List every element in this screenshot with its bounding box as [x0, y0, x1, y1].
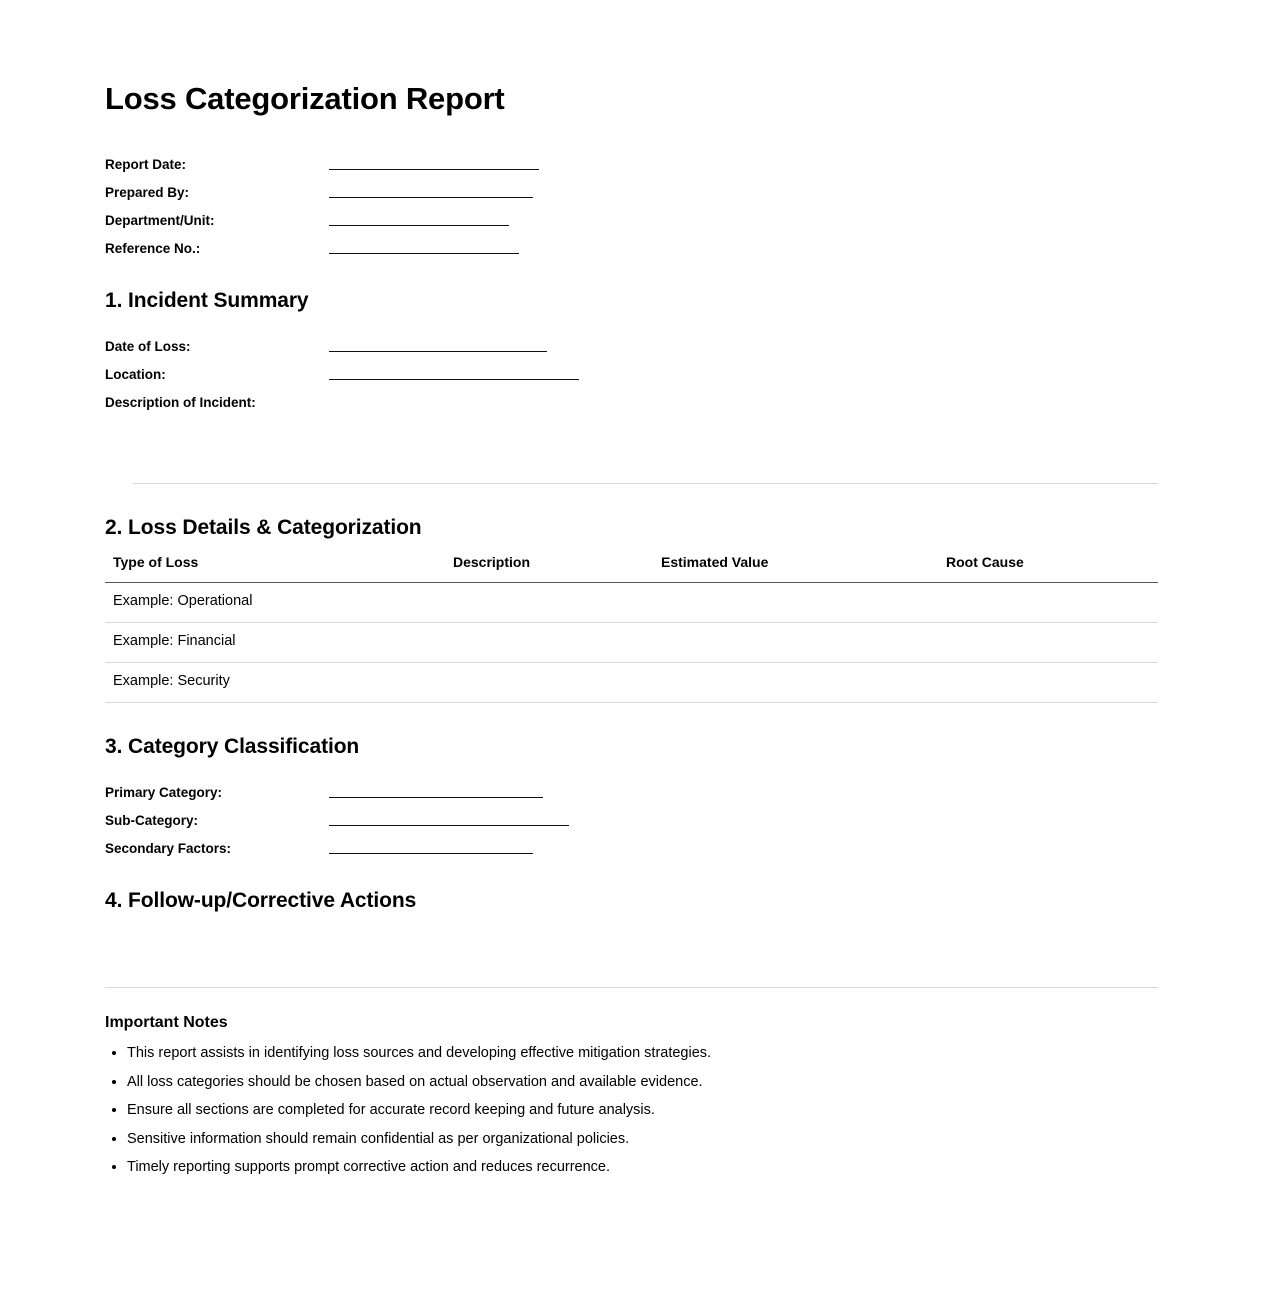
cell-root-cause[interactable] [946, 663, 1158, 703]
column-header-estimated-value: Estimated Value [661, 554, 946, 583]
cell-description[interactable] [453, 583, 661, 623]
field-prepared-by [105, 173, 1158, 201]
loss-details-table [105, 554, 1158, 703]
field-label: Description of Incident: [105, 394, 256, 410]
field-label: Sub-Category: [105, 812, 199, 828]
secondary-factors-input[interactable] [329, 852, 533, 854]
cell-estimated-value[interactable] [661, 623, 946, 663]
follow-up-actions-textarea[interactable] [105, 927, 1158, 987]
cell-estimated-value[interactable] [661, 583, 946, 623]
cell-root-cause[interactable] [946, 623, 1158, 663]
location-input[interactable] [329, 378, 579, 380]
cell-type-of-loss[interactable]: Example: Operational [105, 583, 453, 623]
department-unit-input[interactable] [329, 224, 509, 226]
table-header-row [105, 554, 1158, 583]
field-label: Location: [105, 366, 166, 382]
cell-estimated-value[interactable] [661, 663, 946, 703]
divider-after-section1 [133, 483, 1158, 484]
column-header-description: Description [453, 554, 661, 583]
field-sub-category [105, 801, 1158, 829]
field-primary-category [105, 773, 1158, 801]
category-classification-fields [105, 773, 1158, 857]
section-heading-loss-details: 2. Loss Details & Categorization [105, 516, 422, 540]
field-label: Report Date: [105, 156, 187, 172]
column-header-type-of-loss: Type of Loss [105, 554, 453, 583]
description-of-incident-textarea[interactable] [105, 411, 1158, 483]
field-secondary-factors [105, 829, 1158, 857]
field-reference-no [105, 229, 1158, 257]
section-heading-follow-up-actions: 4. Follow-up/Corrective Actions [105, 889, 417, 913]
table-row[interactable] [105, 583, 1158, 623]
prepared-by-input[interactable] [329, 196, 533, 198]
report-meta-block [105, 145, 1158, 257]
field-description-of-incident [105, 383, 1158, 411]
cell-description[interactable] [453, 663, 661, 703]
reference-no-input[interactable] [329, 252, 519, 254]
section-heading-category-classification: 3. Category Classification [105, 735, 360, 759]
list-item: • Ensure all sections are completed for accurate record keeping and future analysis. [127, 1103, 1158, 1118]
sub-category-input[interactable] [329, 824, 569, 826]
field-label: Secondary Factors: [105, 840, 232, 856]
cell-type-of-loss[interactable]: Example: Security [105, 663, 453, 703]
incident-summary-fields [105, 327, 1158, 411]
table-row[interactable] [105, 623, 1158, 663]
notes-title: Important Notes [105, 1014, 228, 1032]
field-date-of-loss [105, 327, 1158, 355]
notes-spacer [105, 988, 1158, 1014]
field-location [105, 355, 1158, 383]
field-label: Prepared By: [105, 184, 190, 200]
cell-description[interactable] [453, 623, 661, 663]
list-item: • Sensitive information should remain confidential as per organizational policies. [127, 1132, 1158, 1147]
list-item: • This report assists in identifying loss sources and developing effective mitigation strategies. [127, 1046, 1158, 1061]
page-title: Loss Categorization Report [105, 81, 505, 116]
field-report-date [105, 145, 1158, 173]
column-header-root-cause: Root Cause [946, 554, 1158, 583]
table-row[interactable] [105, 663, 1158, 703]
field-label: Department/Unit: [105, 212, 215, 228]
primary-category-input[interactable] [329, 796, 543, 798]
field-department-unit [105, 201, 1158, 229]
cell-root-cause[interactable] [946, 583, 1158, 623]
field-label: Primary Category: [105, 784, 223, 800]
list-item: • Timely reporting supports prompt corrective action and reduces recurrence. [127, 1160, 1158, 1175]
field-label: Reference No.: [105, 240, 201, 256]
field-label: Date of Loss: [105, 338, 191, 354]
notes-list [105, 1046, 1158, 1175]
report-date-input[interactable] [329, 168, 539, 170]
section-heading-incident-summary: 1. Incident Summary [105, 289, 309, 313]
cell-type-of-loss[interactable]: Example: Financial [105, 623, 453, 663]
date-of-loss-input[interactable] [329, 350, 547, 352]
list-item: • All loss categories should be chosen based on actual observation and available evidence. [127, 1075, 1158, 1090]
